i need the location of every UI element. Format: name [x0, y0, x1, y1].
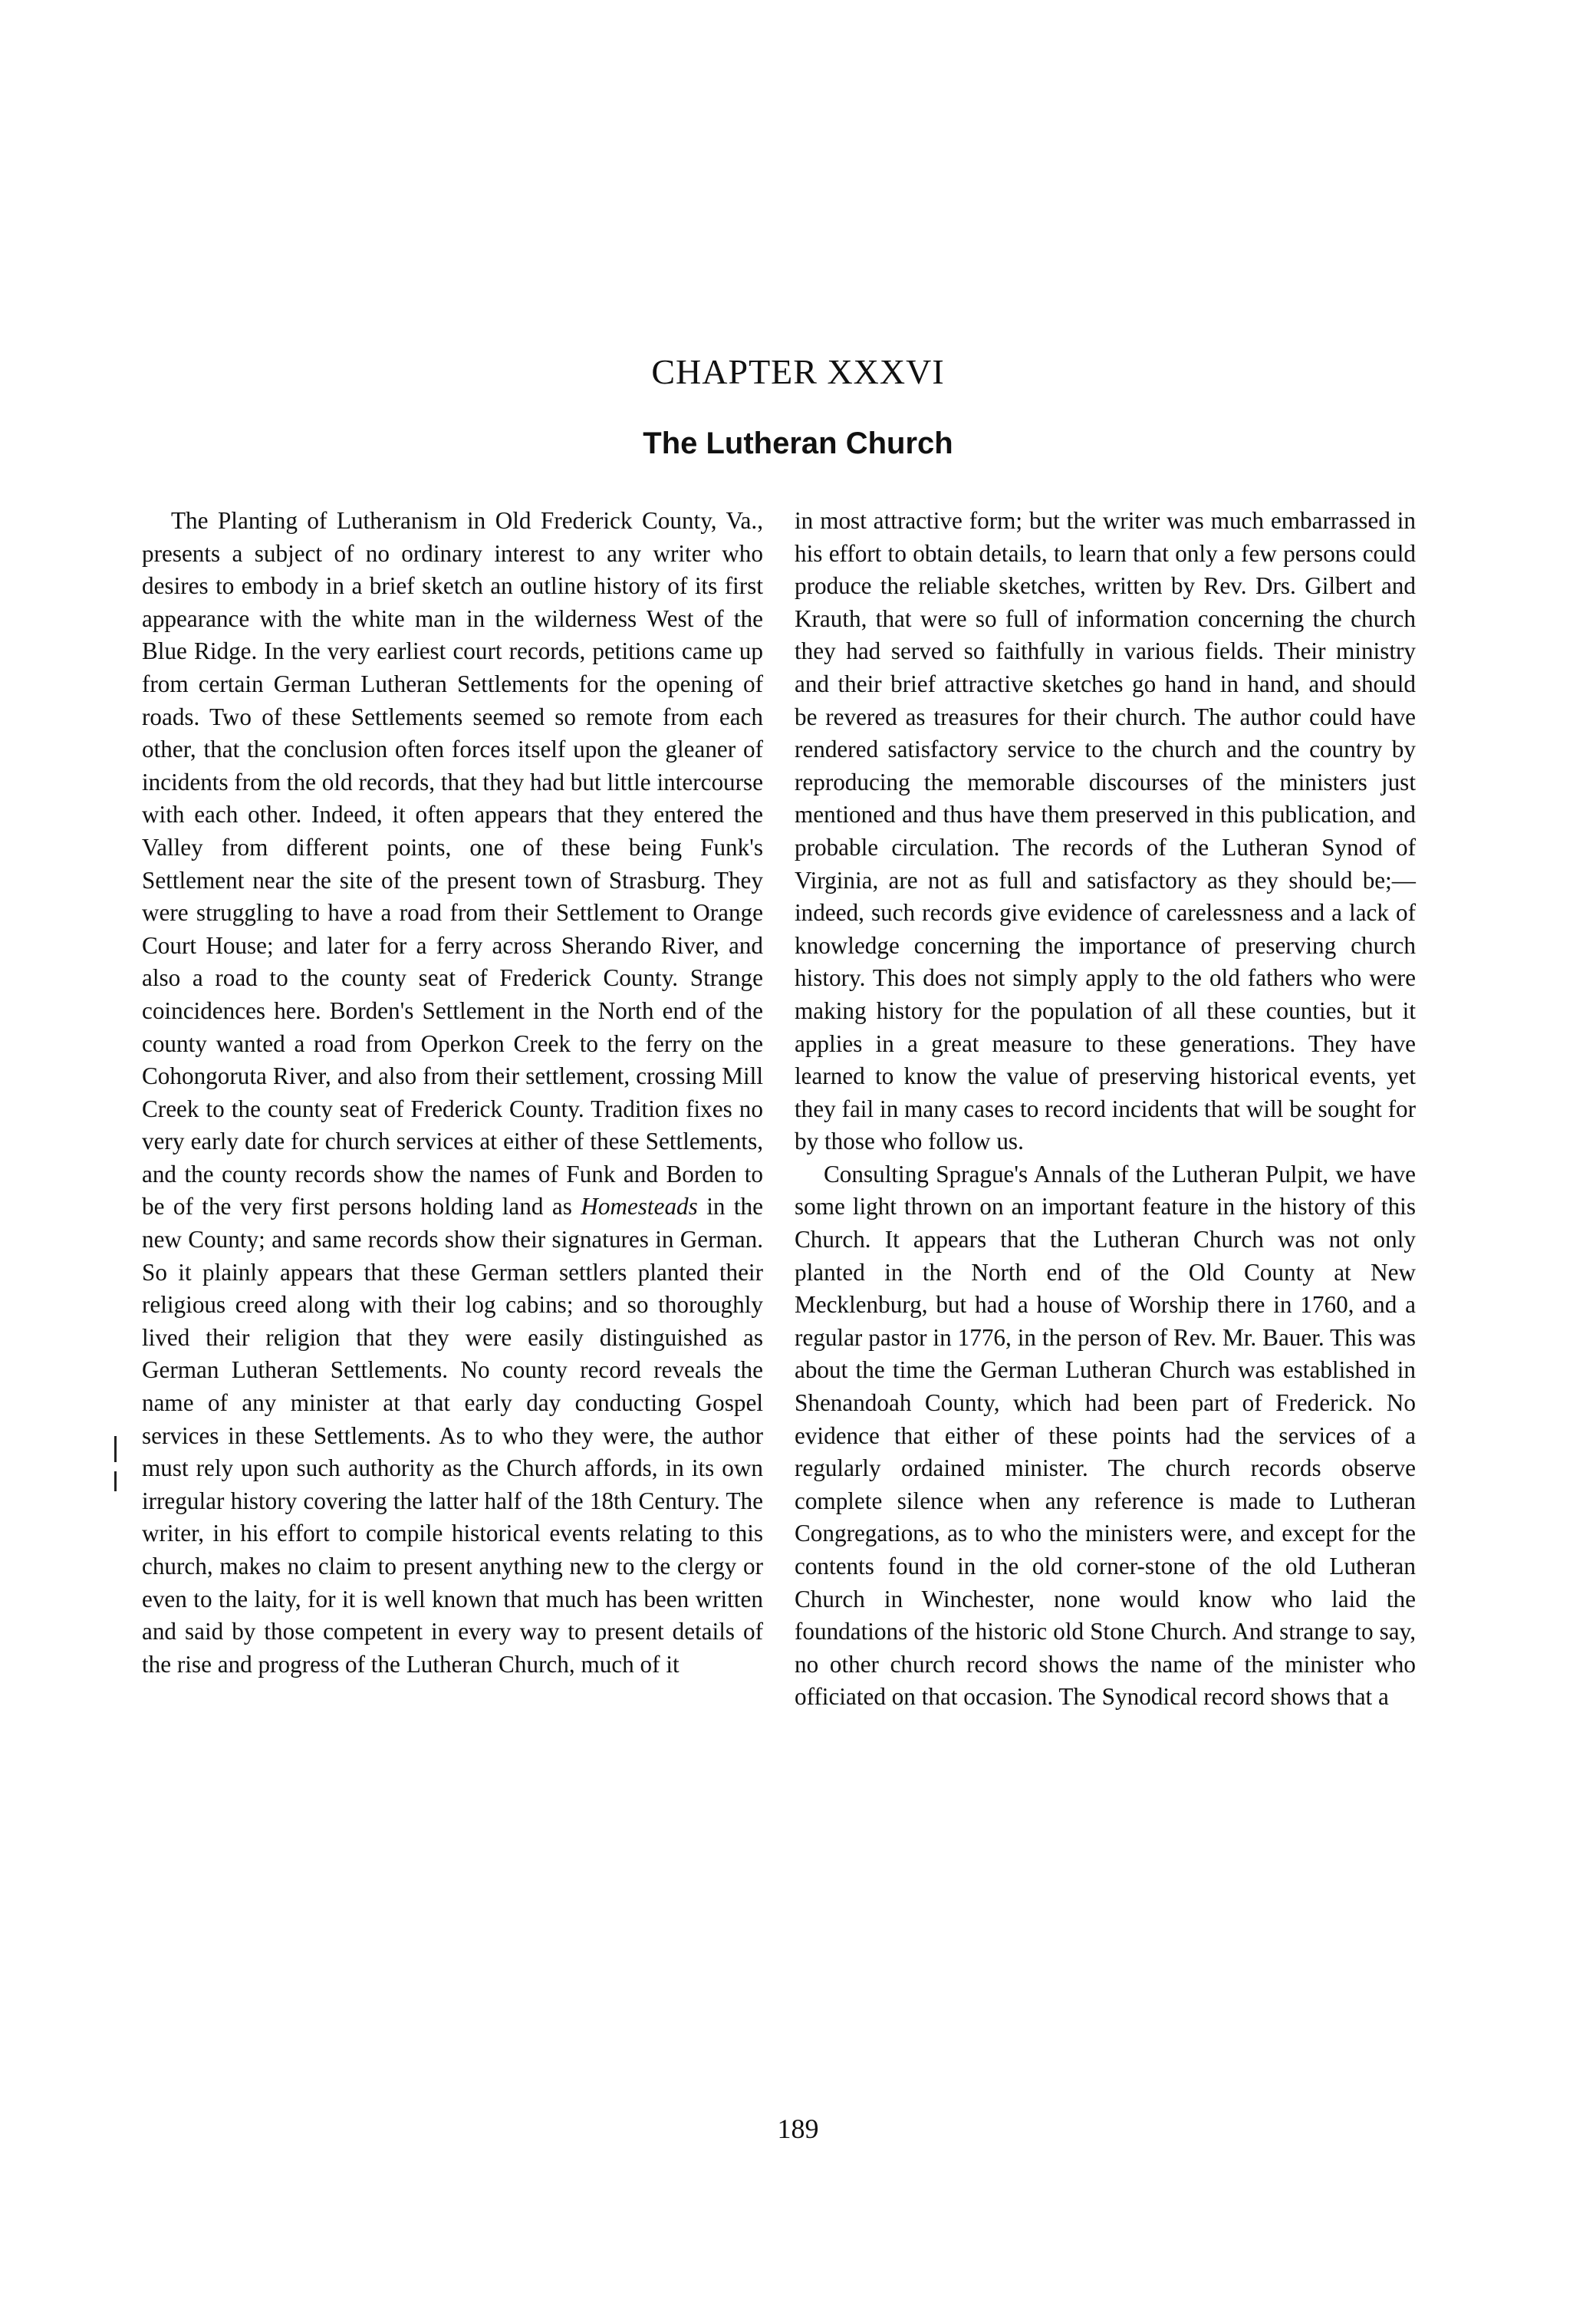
paragraph-text: The Planting of Lutheranism in Old Frederick County, Va., presents a subject of no ordinary interest to any writer who desires to embody in a brief sketch an outline history of its first appearance with the white man in the wilderness West of the Blue Ridge. In the very earliest court records, petitions came up from certain German Lutheran Settlements for the opening of roads. Two of these Settlements seemed so remote from each other, that the conclusion often forces itself upon the gleaner of incidents from the old records, that they had but little intercourse with each other. Indeed, it often appears that they entered the Valley from different points, one of these being Funk's Settlement near the site of the present town of Strasburg. They were struggling to have a road from their Settlement to Orange Court House; and later for a ferry across Sherando River, and also a road to the county seat of Frederick County. Strange coincidences here. Borden's Settlement in the North end of the county wanted a road from Operkon Creek to the ferry on the Cohongoruta River, and also from their settlement, crossing Mill Creek to the county seat of Frederick County. Tradition fixes no very early date for church services at either of these Settlements, and the county records show the names of Funk and Borden to be of the very first persons holding land as [142, 507, 763, 1220]
paragraph-planting-of-lutheranism [142, 505, 763, 1681]
paragraph-text-continued: in the new County; and same records show their signatures in German. So it plainly appears that these German settlers planted their religious creed along with their log cabins; and so thoroughly lived their religion that they were easily distinguished as German Lutheran Settlements. No county record reveals the name of any minister at that early day conducting Gospel services in these Settlements. As to who they were, the author must rely upon such authority as the Church affords, in its own irregular history covering the latter half of the 18th Century. The writer, in his effort to compile historical events relating to this church, makes no claim to present anything new to the clergy or even to the laity, for it is well known that much has been written and said by those competent in every way to present details of the rise and progress of the Lutheran Church, much of it [142, 1193, 763, 1678]
margin-mark [114, 1436, 117, 1462]
chapter-title: The Lutheran Church [643, 427, 953, 460]
paragraph-spragues-annals: Consulting Sprague's Annals of the Lutheran Pulpit, we have some light thrown on an important feature in the history of this Church. It appears that the Lutheran Church was not only planted in the North end of the Old County at New Mecklenburg, but had a house of Worship there in 1760, and a regular pastor in 1776, in the person of Rev. Mr. Bauer. This was about the time the German Lutheran Church was established in Shenandoah County, which had been part of Frederick. No evidence that either of these points had the services of a regularly ordained minister. The church records observe complete silence when any reference is made to Lutheran Congregations, as to who the ministers were, and except for the contents found in the old corner-stone of the old Lutheran Church in Winchester, none would know who laid the foundations of the historic old Stone Church. And strange to say, no other church record shows the name of the minister who officiated on that occasion. The Synodical record shows that a [795, 1160, 1416, 1711]
paragraph-continuation: in most attractive form; but the writer was much embarrassed in his effort to obtain details, to learn that only a few persons could produce the reliable sketches, written by Rev. Drs. Gilbert and Krauth, that were so full of information concerning the church they had served so faithfully in various fields. Their ministry and their brief attractive sketches go hand in hand, and should be revered as treasures for their church. The author could have rendered satisfactory service to the church and the country by reproducing the memorable discourses of the ministers just mentioned and thus have them preserved in this publication, and probable circulation. The records of the Lutheran Synod of Virginia, are not as full and satisfactory as they should be;—indeed, such records give evidence of carelessness and a lack of knowledge concerning the importance of preserving church history. This does not simply apply to the old fathers who were making history for the population of all these counties, but it applies in a great measure to these generations. They have learned to know the value of preserving historical events, yet they fail in many cases to record incidents that will be sought for by those who follow us. [795, 507, 1416, 1155]
right-column [795, 505, 1416, 1714]
margin-mark [114, 1471, 117, 1491]
left-column [142, 505, 763, 1681]
chapter-heading: CHAPTER XXXVI [651, 352, 945, 391]
italic-term-homesteads: Homesteads [581, 1193, 698, 1220]
page-number: 189 [777, 2113, 819, 2144]
